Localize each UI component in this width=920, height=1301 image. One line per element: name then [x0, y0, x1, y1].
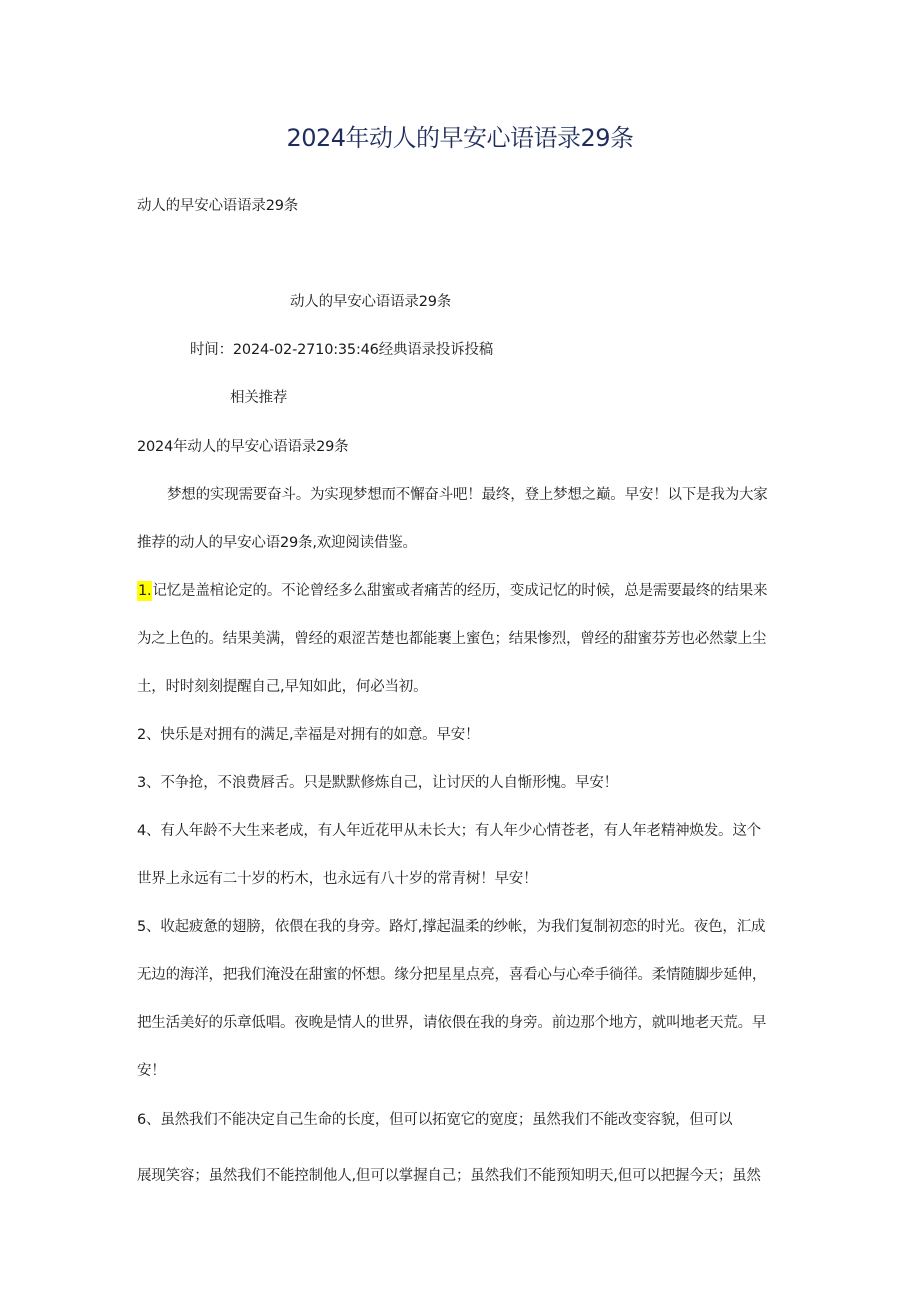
- item1-text-1: 记忆是盖棺论定的。不论曾经多么甜蜜或者痛苦的经历，变成记忆的时候，总是需要最终的结果来: [152, 583, 768, 599]
- item6-line-1: 6、虽然我们不能决定自己生命的长度，但可以拓宽它的宽度；虽然我们不能改变容貌，但可以: [137, 1112, 733, 1128]
- item5-line-4: 安！: [137, 1063, 166, 1079]
- item4-line-1: 4、有人年龄不大生来老成，有人年近花甲从未长大；有人年少心情苍老，有人年老精神焕发。这个: [137, 823, 761, 839]
- item4-line-2: 世界上永远有二十岁的朽木，也永远有八十岁的常青树！早安！: [137, 871, 538, 887]
- document-title: 2024年动人的早安心语语录29条: [286, 124, 634, 152]
- item6-line-2: 展现笑容；虽然我们不能控制他人,但可以掌握自己；虽然我们不能预知明天,但可以把握今天；虽然: [137, 1168, 761, 1184]
- item5-line-1: 5、收起疲惫的翅膀，依偎在我的身旁。路灯,撑起温柔的纱帐，为我们复制初恋的时光。夜色，汇成: [137, 919, 766, 935]
- item1-line-3: 土，时时刻刻提醒自己,早知如此，何必当初。: [137, 679, 428, 695]
- document-subtitle: 动人的早安心语语录29条: [137, 198, 299, 214]
- item1-line-2: 为之上色的。结果美满，曾经的艰涩苦楚也都能裹上蜜色；结果惨烈，曾经的甜蜜芬芳也必然蒙上尘: [137, 631, 767, 647]
- item5-line-3: 把生活美好的乐章低唱。夜晚是情人的世界，请依偎在我的身旁。前边那个地方，就叫地老天荒。早: [137, 1015, 767, 1031]
- related-label: 相关推荐: [230, 390, 288, 406]
- item5-line-2: 无边的海洋，把我们淹没在甜蜜的怀想。缘分把星星点亮，喜看心与心牵手徜徉。柔情随脚步延伸，: [137, 967, 767, 983]
- item1-marker: 1.: [138, 583, 152, 599]
- item2-line: 2、快乐是对拥有的满足,幸福是对拥有的如意。早安！: [137, 727, 480, 743]
- intro-line-1: 梦想的实现需要奋斗。为实现梦想而不懈奋斗吧！最终，登上梦想之巅。早安！以下是我为大家: [167, 487, 768, 503]
- article-title: 2024年动人的早安心语语录29条: [137, 439, 349, 455]
- item3-line: 3、不争抢，不浪费唇舌。只是默默修炼自己，让讨厌的人自惭形愧。早安！: [137, 775, 618, 791]
- center-heading: 动人的早安心语语录29条: [290, 294, 452, 310]
- item1-line-1: [137, 581, 767, 601]
- intro-line-2: 推荐的动人的早安心语29条,欢迎阅读借鉴。: [137, 535, 417, 551]
- meta-line: 时间：2024-02-2710:35:46经典语录投诉投稿: [190, 342, 494, 358]
